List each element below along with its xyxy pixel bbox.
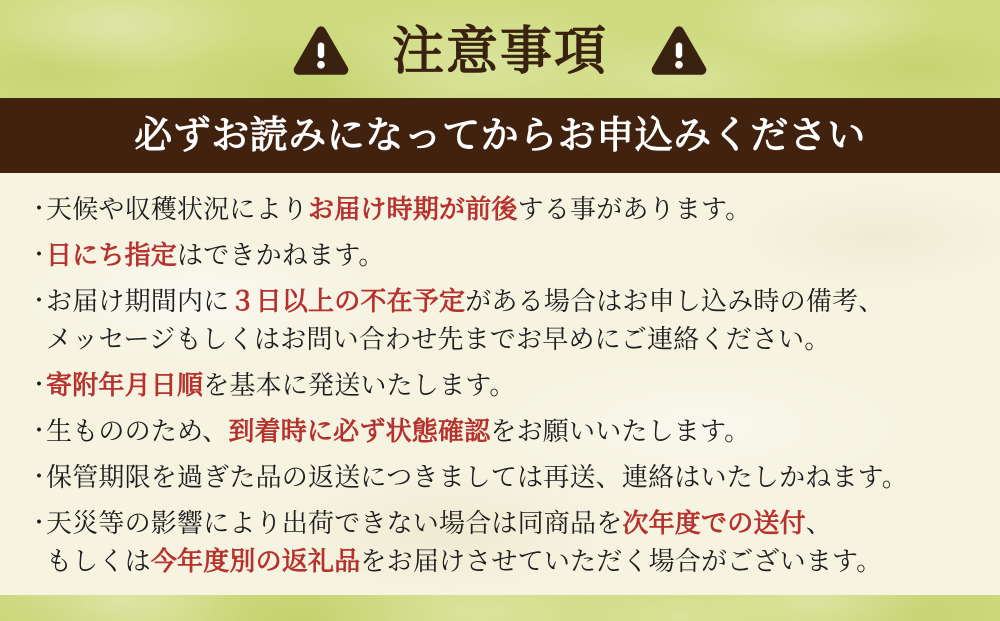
- note-line: [46, 504, 976, 542]
- warning-triangle-icon: [650, 25, 708, 82]
- note-item: [28, 282, 976, 358]
- note-item: [28, 190, 976, 228]
- note-body: [46, 282, 976, 358]
- note-text: 天候や収穫状況により: [46, 194, 309, 224]
- note-text: 、: [805, 508, 833, 538]
- note-line: [46, 542, 976, 580]
- note-item: [28, 412, 976, 450]
- page-title: 注意事項: [391, 24, 608, 81]
- note-text: を基本に発送いたします。: [203, 370, 516, 400]
- note-text: 天災等の影響により出荷できない場合は同商品を: [46, 508, 623, 538]
- bullet-marker: ・: [28, 418, 51, 443]
- note-text: をお届けさせていただく場合がございます。: [360, 546, 883, 576]
- bullet-marker: ・: [28, 196, 51, 221]
- note-item: [28, 458, 976, 496]
- note-line: [46, 412, 976, 450]
- note-body: [46, 236, 976, 274]
- note-text: をお願いいたします。: [490, 416, 751, 446]
- note-text: もしくは: [46, 546, 151, 576]
- note-item: [28, 504, 976, 580]
- note-body: [46, 458, 976, 496]
- note-emphasis-text: 日にち指定: [46, 240, 178, 270]
- note-text: する事があります。: [517, 194, 752, 224]
- note-emphasis-text: お届け時期が前後: [308, 194, 518, 224]
- bullet-marker: ・: [28, 464, 51, 489]
- note-emphasis-text: 今年度別の返礼品: [150, 546, 361, 576]
- note-emphasis-text: 次年度での送付: [622, 508, 806, 538]
- note-emphasis-text: 寄附年月日順: [46, 370, 204, 400]
- note-text: お届け期間内に: [46, 286, 230, 316]
- bullet-marker: ・: [28, 372, 51, 397]
- note-text: はできかねます。: [177, 240, 385, 270]
- note-body: [46, 412, 976, 450]
- note-text: 保管期限を過ぎた品の返送につきましては再送、連絡はいたしかねます。: [46, 462, 909, 492]
- note-line: [46, 320, 976, 358]
- banner-text: 必ずお読みになってからお申込みください: [134, 114, 866, 157]
- note-item: [28, 366, 976, 404]
- bullet-marker: ・: [28, 288, 51, 313]
- read-before-apply-banner: [0, 98, 1000, 173]
- note-text: メッセージもしくはお問い合わせ先までお早めにご連絡ください。: [46, 324, 831, 354]
- note-body: [46, 366, 976, 404]
- note-body: [46, 190, 976, 228]
- note-text: 生もののため、: [46, 416, 229, 446]
- note-emphasis-text: 到着時に必ず状態確認: [228, 416, 491, 446]
- note-text: がある場合はお申し込み時の備考、: [465, 286, 885, 316]
- warning-triangle-icon: [292, 25, 350, 82]
- bullet-marker: ・: [28, 510, 51, 535]
- note-body: [46, 504, 976, 580]
- header-band: [0, 0, 1000, 98]
- note-item: [28, 236, 976, 274]
- note-emphasis-text: ３日以上の不在予定: [229, 286, 466, 316]
- note-line: [46, 190, 976, 228]
- bullet-marker: ・: [28, 242, 51, 267]
- note-line: [46, 282, 976, 320]
- note-line: [46, 458, 976, 496]
- note-line: [46, 366, 976, 404]
- notes-list: [0, 173, 1000, 595]
- footer-band: [0, 595, 1000, 621]
- note-line: [46, 236, 976, 274]
